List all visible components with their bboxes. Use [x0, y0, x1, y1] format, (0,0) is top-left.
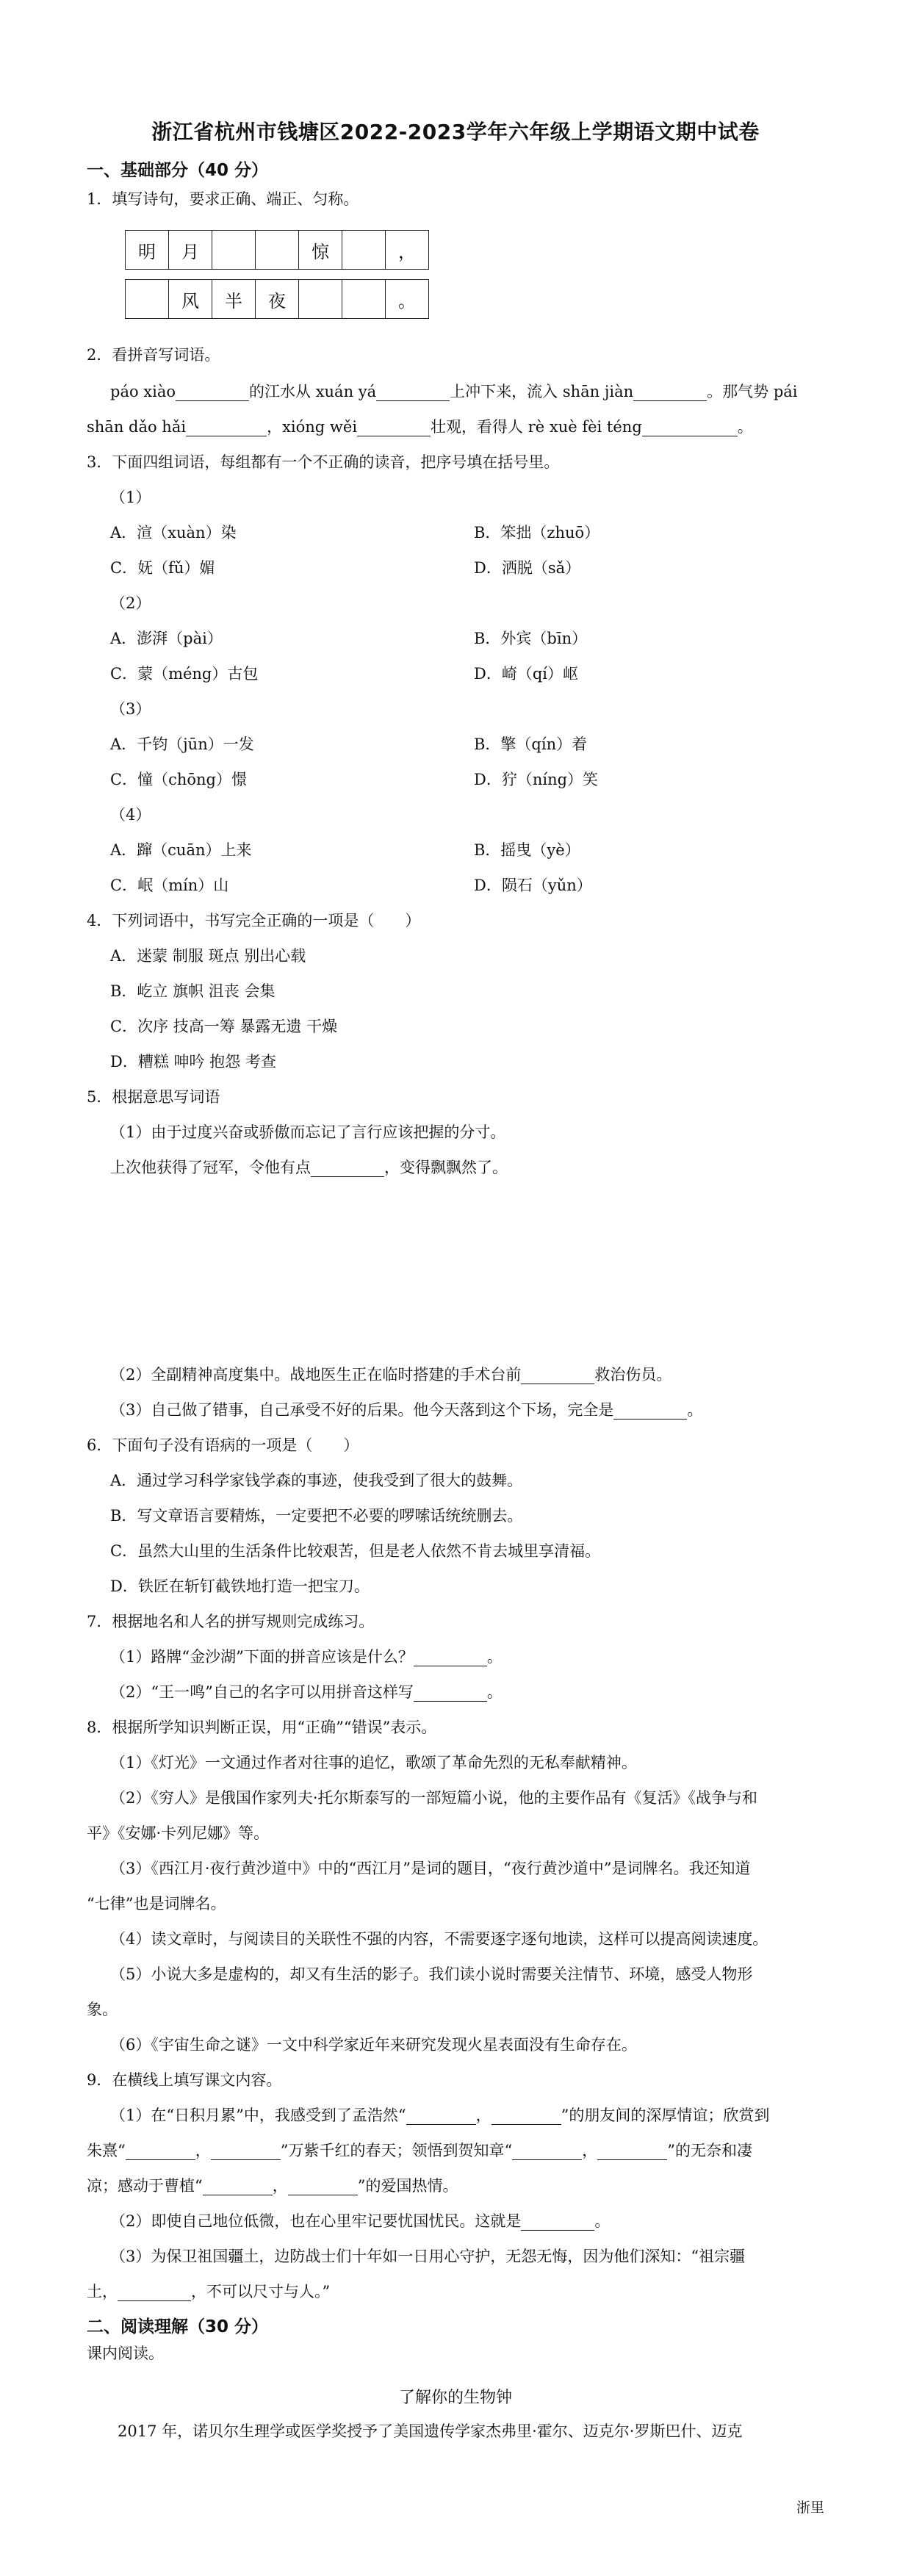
- answer-blank[interactable]: [521, 1367, 594, 1384]
- q3-group-label: （1）: [110, 489, 151, 506]
- answer-blank[interactable]: [211, 2143, 281, 2160]
- q9-item-2: （2）即使自己地位低微，也在心里牢记要忧国忧民。这就是 。: [110, 2212, 611, 2230]
- q4-option-d[interactable]: D．糟糕 呻吟 抱怨 考查: [110, 1053, 276, 1071]
- q6-option-d[interactable]: D．铁匠在斩钉截铁地打造一把宝刀。: [110, 1577, 370, 1595]
- poem-cell-blank[interactable]: [342, 280, 386, 319]
- q4-option-c[interactable]: C．次序 技高一筹 暴露无遗 干燥: [110, 1018, 338, 1035]
- q8-item-5-cont: 象。: [87, 2001, 118, 2018]
- poem-cell: ，: [386, 231, 429, 270]
- reading-intro: 课内阅读。: [87, 2345, 164, 2362]
- q8-item-6: （6）《宇宙生命之谜》一文中科学家近年来研究发现火星表面没有生命存在。: [110, 2036, 637, 2054]
- answer-blank[interactable]: [357, 420, 431, 436]
- poem-cell: 半: [212, 280, 256, 319]
- answer-blank[interactable]: [311, 1160, 384, 1177]
- poem-cell: 风: [169, 280, 212, 319]
- q4-option-b[interactable]: B．屹立 旗帜 沮丧 会集: [110, 982, 276, 1000]
- q7-item-2: （2）“王一鸣”自己的名字可以用拼音这样写 。: [110, 1683, 503, 1701]
- exam-title: 浙江省杭州市钱塘区2022-2023学年六年级上学期语文期中试卷: [151, 120, 760, 144]
- answer-blank[interactable]: [186, 420, 267, 436]
- answer-blank[interactable]: [642, 420, 738, 436]
- answer-blank[interactable]: [203, 2179, 273, 2195]
- q3-option-c[interactable]: C．妩（fǔ）媚: [110, 559, 215, 577]
- q5-stem: 5．根据意思写词语: [87, 1088, 220, 1106]
- poem-cell: 惊: [299, 231, 342, 270]
- q2-stem: 2．看拼音写词语。: [87, 346, 220, 364]
- poem-cell-blank[interactable]: [256, 231, 299, 270]
- answer-blank[interactable]: [118, 2284, 191, 2301]
- passage-first-line: 2017 年，诺贝尔生理学或医学奖授予了美国遗传学家杰弗里·霍尔、迈克尔·罗斯巴什、迈克: [118, 2422, 743, 2440]
- poem-grid-row-1: [125, 230, 429, 270]
- q3-option-a[interactable]: A．澎湃（pài）: [110, 630, 223, 647]
- q3-option-d[interactable]: D．陨石（yǔn）: [474, 877, 592, 894]
- poem-cell-blank[interactable]: [126, 280, 169, 319]
- q4-stem: 4．下列词语中，书写完全正确的一项是（ ）: [87, 912, 421, 929]
- q9-item-1-cont: 凉；感动于曹植“ ， ”的爱国热情。: [87, 2177, 458, 2195]
- poem-cell: 夜: [256, 280, 299, 319]
- q8-item-2: （2）《穷人》是俄国作家列夫·托尔斯泰写的一部短篇小说，他的主要作品有《复活》《战争与和: [110, 1789, 758, 1807]
- q3-option-b[interactable]: B．摇曳（yè）: [474, 841, 580, 859]
- q3-option-c[interactable]: C．蒙（méng）古包: [110, 665, 259, 683]
- q3-group-label: （4）: [110, 806, 151, 824]
- q3-option-c[interactable]: C．憧（chōng）憬: [110, 771, 247, 788]
- q8-item-4: （4）读文章时，与阅读目的关联性不强的内容，不需要逐字逐句地读，这样可以提高阅读速度。: [110, 1930, 768, 1948]
- q9-item-3-cont: 土， ，不可以尺寸与人。”: [87, 2283, 331, 2300]
- q3-option-d[interactable]: D．洒脱（sǎ）: [474, 559, 581, 577]
- poem-grid-row-2: [125, 279, 429, 319]
- q5-item-1-meaning: （1）由于过度兴奋或骄傲而忘记了言行应该把握的分寸。: [110, 1123, 506, 1141]
- q9-item-3: （3）为保卫祖国疆土，边防战士们十年如一日用心守护，无怨无悔，因为他们深知：“祖宗疆: [110, 2248, 746, 2265]
- q3-group-label: （2）: [110, 594, 151, 612]
- answer-blank[interactable]: [126, 2143, 195, 2160]
- answer-blank[interactable]: [376, 384, 450, 401]
- q1-stem: 1．填写诗句，要求正确、端正、匀称。: [87, 190, 359, 208]
- answer-blank[interactable]: [512, 2143, 582, 2160]
- q3-option-c[interactable]: C．岷（mín）山: [110, 877, 229, 894]
- q5-item-2: （2）全副精神高度集中。战地医生正在临时搭建的手术台前 救治伤员。: [110, 1366, 672, 1384]
- q2-line-1: páo xiào 的江水从 xuán yá 上冲下来，流入 shān jiàn 。那气势 pái: [110, 383, 798, 400]
- answer-blank[interactable]: [521, 2214, 594, 2231]
- answer-blank[interactable]: [633, 384, 707, 401]
- q3-stem: 3．下面四组词语，每组都有一个不正确的读音，把序号填在括号里。: [87, 453, 560, 471]
- q7-stem: 7．根据地名和人名的拼写规则完成练习。: [87, 1613, 375, 1630]
- q9-stem: 9．在横线上填写课文内容。: [87, 2071, 282, 2089]
- section-basic: 一、基础部分（40 分）: [87, 161, 269, 180]
- q9-item-1: （1）在“日积月累”中，我感受到了孟浩然“ ， ”的朋友间的深厚情谊；欣赏到: [110, 2107, 770, 2124]
- answer-blank[interactable]: [597, 2143, 667, 2160]
- q6-stem: 6．下面句子没有语病的一项是（ ）: [87, 1436, 359, 1454]
- poem-cell-blank[interactable]: [212, 231, 256, 270]
- q3-option-b[interactable]: B．笨拙（zhuō）: [474, 524, 600, 542]
- q6-option-a[interactable]: A．通过学习科学家钱学森的事迹，使我受到了很大的鼓舞。: [110, 1472, 523, 1489]
- q8-item-5: （5）小说大多是虚构的，却又有生活的影子。我们读小说时需要关注情节、环境，感受人物形: [110, 1965, 753, 1983]
- q8-item-3-cont: “七律”也是词牌名。: [87, 1895, 226, 1913]
- poem-cell-blank[interactable]: [342, 231, 386, 270]
- answer-blank[interactable]: [491, 2108, 561, 2125]
- q8-stem: 8．根据所学知识判断正误，用“正确”“错误”表示。: [87, 1719, 437, 1736]
- passage-title: 了解你的生物钟: [398, 2389, 512, 2407]
- section-reading: 二、阅读理解（30 分）: [87, 2317, 269, 2336]
- q7-item-1: （1）路牌“金沙湖”下面的拼音应该是什么？ 。: [110, 1648, 503, 1666]
- q8-item-2-cont: 平》《安娜·卡列尼娜》等。: [87, 1824, 270, 1842]
- poem-cell: 明: [126, 231, 169, 270]
- q4-option-a[interactable]: A．迷蒙 制服 斑点 别出心载: [110, 947, 306, 965]
- poem-cell-blank[interactable]: [299, 280, 342, 319]
- q8-item-1: （1）《灯光》一文通过作者对往事的追忆，歌颂了革命先烈的无私奉献精神。: [110, 1754, 637, 1771]
- answer-blank[interactable]: [406, 2108, 476, 2125]
- poem-cell: 月: [169, 231, 212, 270]
- q3-option-a[interactable]: A．渲（xuàn）染: [110, 524, 237, 542]
- q3-option-d[interactable]: D．崎（qí）岖: [474, 665, 578, 683]
- poem-cell: 。: [386, 280, 429, 319]
- answer-blank[interactable]: [414, 1685, 487, 1702]
- answer-blank[interactable]: [176, 384, 249, 401]
- q3-option-b[interactable]: B．擎（qín）着: [474, 735, 588, 753]
- q3-group-label: （3）: [110, 700, 151, 718]
- q5-item-1-sentence: 上次他获得了冠军，令他有点 ，变得飘飘然了。: [110, 1159, 508, 1176]
- q9-item-1-cont: 朱熹“ ， ”万紫千红的春天；领悟到贺知章“ ， ”的无奈和凄: [87, 2142, 752, 2159]
- answer-blank[interactable]: [288, 2179, 358, 2195]
- q3-option-b[interactable]: B．外宾（bīn）: [474, 630, 588, 647]
- q3-option-a[interactable]: A．蹿（cuān）上来: [110, 841, 252, 859]
- q6-option-b[interactable]: B．写文章语言要精炼，一定要把不必要的啰嗦话统统删去。: [110, 1507, 523, 1525]
- answer-blank[interactable]: [613, 1403, 687, 1420]
- q8-item-3: （3）《西江月·夜行黄沙道中》中的“西江月”是词的题目，“夜行黄沙道中”是词牌名。我还知道: [110, 1860, 751, 1877]
- q6-option-c[interactable]: C．虽然大山里的生活条件比较艰苦，但是老人依然不肯去城里享清福。: [110, 1542, 601, 1560]
- q3-option-a[interactable]: A．千钧（jūn）一发: [110, 735, 254, 753]
- answer-blank[interactable]: [414, 1649, 487, 1666]
- q5-item-3: （3）自己做了错事，自己承受不好的后果。他今天落到这个下场，完全是 。: [110, 1401, 703, 1419]
- page-footer-mark: 浙里: [796, 2500, 824, 2516]
- q3-option-d[interactable]: D．狞（níng）笑: [474, 771, 599, 788]
- q2-line-2: shān dǎo hǎi ，xióng wěi 壮观，看得人 rè xuè fèi téng 。: [87, 418, 753, 436]
